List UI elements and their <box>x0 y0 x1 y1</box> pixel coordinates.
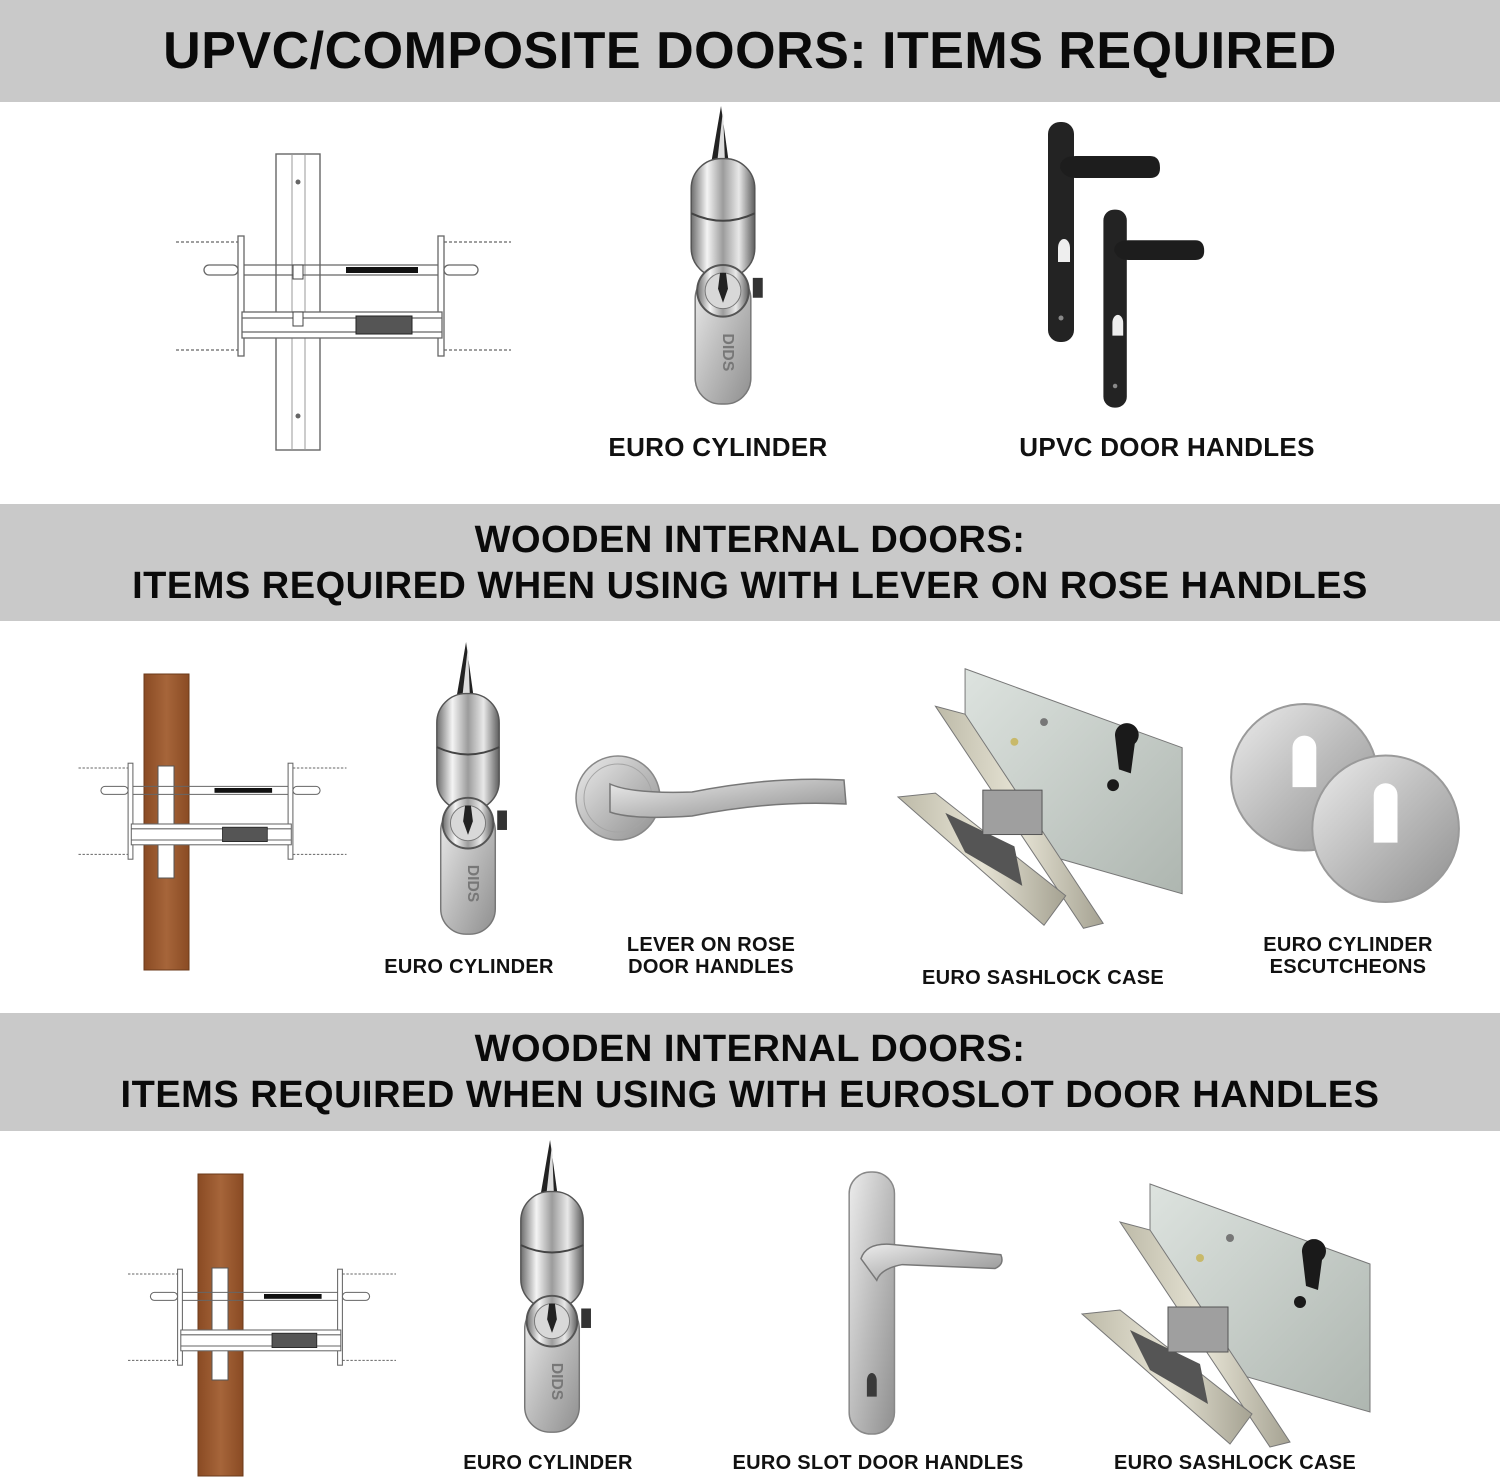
sashlock-case-label: EURO SASHLOCK CASE <box>1113 1452 1357 1474</box>
section3-title-line2: ITEMS REQUIRED WHEN USING WITH EUROSLOT DOOR HANDLES <box>120 1074 1380 1116</box>
section2-header <box>0 504 1500 621</box>
euro-slot-handle-icon <box>844 1170 1008 1436</box>
lever-on-rose-handle-icon <box>572 754 852 844</box>
euro-cylinder-label: EURO CYLINDER <box>463 1452 633 1474</box>
escutcheon-label-line1: EURO CYLINDER <box>1263 934 1433 956</box>
euro-cylinder-label: EURO CYLINDER <box>608 432 828 462</box>
section1-title: UPVC/COMPOSITE DOORS: ITEMS REQUIRED <box>163 22 1337 80</box>
section3-title-line1: WOODEN INTERNAL DOORS: <box>474 1028 1026 1070</box>
upvc-door-handles-label: UPVC DOOR HANDLES <box>1019 432 1315 462</box>
euro-slot-handles-label: EURO SLOT DOOR HANDLES <box>732 1452 1024 1474</box>
section2-title-line1: WOODEN INTERNAL DOORS: <box>474 518 1026 561</box>
escutcheon-icon <box>1226 700 1466 908</box>
sashlock-case-label: EURO SASHLOCK CASE <box>921 967 1165 989</box>
escutcheon-label-line2: ESCUTCHEONS <box>1269 956 1427 978</box>
euro-cylinder-label: EURO CYLINDER <box>384 956 554 978</box>
upvc-door-lock-diagram <box>172 150 522 454</box>
sashlock-case-icon <box>1080 1182 1380 1452</box>
wooden-door-lock-diagram <box>88 1172 440 1478</box>
section1-header <box>0 0 1500 102</box>
section2-title-line2: ITEMS REQUIRED WHEN USING WITH LEVER ON ROSE HANDLES <box>132 564 1368 607</box>
escutcheon-label <box>1250 934 1446 978</box>
lever-on-rose-label-line2: DOOR HANDLES <box>628 956 794 978</box>
euro-cylinder-icon <box>500 1138 604 1440</box>
sashlock-case-icon <box>896 666 1192 934</box>
euro-cylinder-icon <box>416 640 520 942</box>
section3-header <box>0 1013 1500 1131</box>
euro-cylinder-icon <box>668 104 778 412</box>
upvc-door-handles-icon <box>1016 118 1228 422</box>
lever-on-rose-label-line1: LEVER ON ROSE <box>626 934 796 956</box>
wooden-door-lock-diagram <box>42 672 387 972</box>
lever-on-rose-label <box>610 934 812 978</box>
